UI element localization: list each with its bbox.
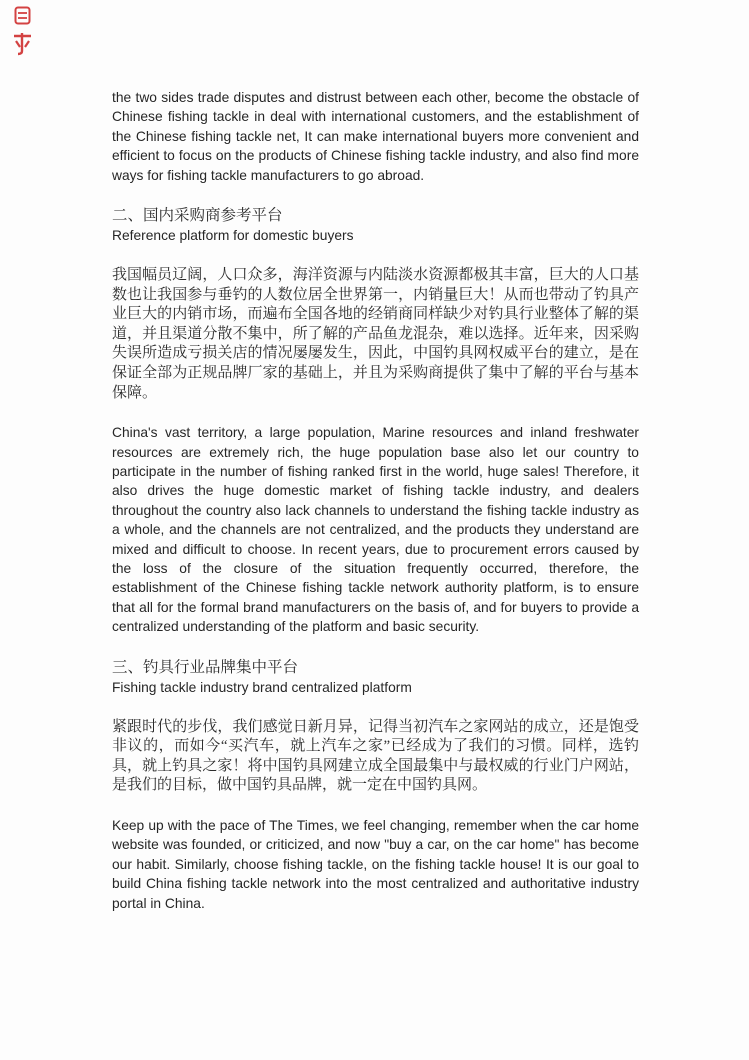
paragraph-english-domestic-market: China's vast territory, a large population, Marine resources and inland freshwater resources are extremely rich, the huge population base also let our country to participate in the number of fishing ranked first in the world, huge sales! Therefore, it also drives the huge domestic market of fishing tackle industry, and dealers throughout the country also lack channels to understand the fishing tackle industry as a whole, and the channels are not centralized, and the products they understand are mixed and difficult to choose. In recent years, due to procurement errors caused by the loss of the closure of the situation frequently occurred, therefore, the establishment of the Chinese fishing tackle network authority platform, is to ensure that all for the formal brand manufacturers on the basis of, and for buyers to provide a centralized understanding of the platform and basic security. [112, 425, 639, 635]
heading-chinese: 三、钓具行业品牌集中平台 [112, 658, 299, 676]
heading-english-translation: Fishing tackle industry brand centralized platform [112, 679, 412, 695]
paragraph-chinese-domestic-market: 我国幅员辽阔，人口众多，海洋资源与内陆淡水资源都极其丰富，巨大的人口基数也让我国参与垂钓的人数位居全世界第一，内销量巨大！从而也带动了钓具产业巨大的内销市场，而遍布全国各地的经销商同样缺少对钓具行业整体了解的渠道，并且渠道分散不集中，所了解的产品鱼龙混杂，难以选择。近年来，因采购失误所造成亏损关店的情况屡屡发生，因此，中国钓具网权威平台的建立，是在保证全部为正规品牌厂家的基础上，并且为采购商提供了集中了解的平台与基本保障。 [112, 267, 639, 401]
paragraph-chinese-brand-platform: 紧跟时代的步伐，我们感觉日新月异，记得当初汽车之家网站的成立，还是饱受非议的，而如今“买汽车，就上汽车之家”已经成为了我们的习惯。同样，选钓具，就上钓具之家！将中国钓具网建立成全国最集中与最权威的行业门户网站，是我们的目标，做中国钓具品牌，就一定在中国钓具网。 [112, 718, 639, 794]
paragraph-english-intro: the two sides trade disputes and distrust between each other, become the obstacle of Chinese fishing tackle in deal with international customers, and the establishment of the Chinese fishing tackle net, It can make international buyers more convenient and efficient to focus on the products of Chinese fishing tackle industry, and also find more ways for fishing tackle manufacturers to go abroad. [112, 90, 639, 183]
section-heading-brand-platform [112, 657, 639, 698]
corner-stamps [10, 4, 38, 60]
heading-chinese: 二、国内采购商参考平台 [112, 207, 283, 225]
heading-english-translation: Reference platform for domestic buyers [112, 228, 354, 244]
red-seal-icon [14, 6, 31, 25]
red-glyph-icon [11, 31, 34, 56]
paragraph-english-brand-platform: Keep up with the pace of The Times, we feel changing, remember when the car home website was founded, or criticized, and now "buy a car, on the car home" has become our habit. Similarly, choose fishing tackle, on the fishing tackle house! It is our goal to build China fishing tackle network into the most centralized and authoritative industry portal in China. [112, 818, 639, 911]
section-heading-domestic-buyers [112, 205, 639, 246]
document-content [112, 88, 639, 933]
